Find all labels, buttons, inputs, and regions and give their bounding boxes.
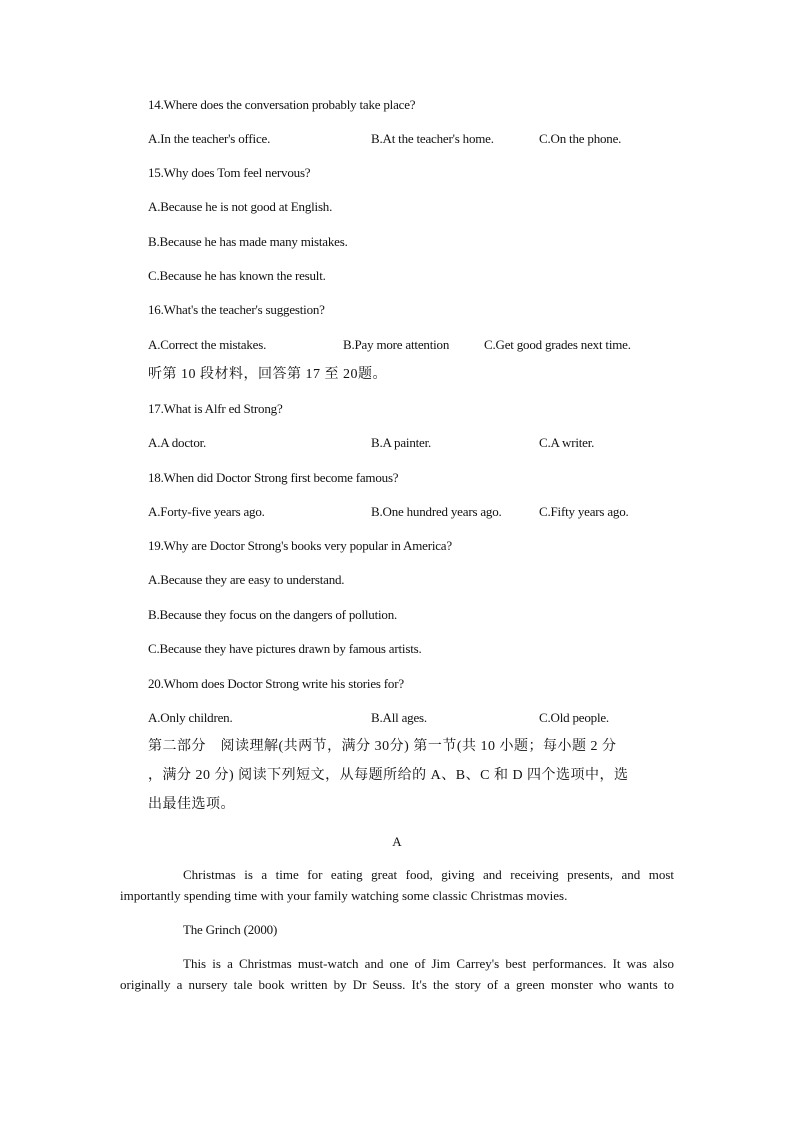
passage-intro-line2: importantly spending time with your family watching some classic Christmas movies.	[120, 888, 568, 903]
q15-option-c: C.Because he has known the result.	[148, 268, 326, 283]
q18-option-b: B.One hundred years ago.	[371, 504, 502, 519]
movie-description-line1: This is a Christmas must-watch and one of Jim Carrey's best performances. It was also	[183, 956, 674, 971]
q16-option-b: B.Pay more attention	[343, 337, 450, 352]
q18-option-c: C.Fifty years ago.	[539, 504, 629, 519]
question-20: 20.Whom does Doctor Strong write his stories for?	[148, 676, 404, 691]
part2-instruction-line3: 出最佳选项。	[148, 797, 235, 812]
part2-instruction-line2: ，满分 20 分) 阅读下列短文，从每题所给的 A、B、C 和 D 四个选项中，选	[148, 768, 629, 783]
movie-description	[120, 953, 674, 995]
q16-option-a: A.Correct the mistakes.	[148, 337, 267, 352]
q17-option-c: C.A writer.	[539, 435, 595, 450]
passage-intro-line1: Christmas is a time for eating great food, giving and receiving presents, and most	[183, 867, 674, 882]
q15-option-b: B.Because he has made many mistakes.	[148, 234, 348, 249]
q14-option-a: A.In the teacher's office.	[148, 131, 271, 146]
q16-option-c: C.Get good grades next time.	[484, 337, 631, 352]
movie-description-line2: originally a nursery tale book written by Dr Seuss. It's the story of a green monster who wants to	[120, 977, 674, 992]
movie-title: The Grinch (2000)	[183, 922, 278, 937]
q20-option-c: C.Old people.	[539, 710, 609, 725]
question-17: 17.What is Alfr ed Strong?	[148, 401, 283, 416]
question-16: 16.What's the teacher's suggestion?	[148, 302, 325, 317]
q15-option-a: A.Because he is not good at English.	[148, 199, 333, 214]
q18-option-a: A.Forty-five years ago.	[148, 504, 265, 519]
q20-option-b: B.All ages.	[371, 710, 427, 725]
part2-instruction-line1: 第二部分 阅读理解(共两节，满分 30分) 第一节(共 10 小题；每小题 2 分	[148, 739, 617, 754]
passage-heading: A	[392, 834, 402, 849]
question-14: 14.Where does the conversation probably take place?	[148, 97, 416, 112]
q20-option-a: A.Only children.	[148, 710, 233, 725]
q17-option-a: A.A doctor.	[148, 435, 207, 450]
q19-option-c: C.Because they have pictures drawn by famous artists.	[148, 641, 422, 656]
question-19: 19.Why are Doctor Strong's books very popular in America?	[148, 538, 452, 553]
q19-option-a: A.Because they are easy to understand.	[148, 572, 345, 587]
q19-option-b: B.Because they focus on the dangers of pollution.	[148, 607, 398, 622]
q17-option-b: B.A painter.	[371, 435, 432, 450]
listening-instruction: 听第 10 段材料，回答第 17 至 20题。	[148, 367, 387, 382]
passage-intro	[120, 864, 674, 906]
q14-option-b: B.At the teacher's home.	[371, 131, 494, 146]
q14-option-c: C.On the phone.	[539, 131, 622, 146]
question-15: 15.Why does Tom feel nervous?	[148, 165, 311, 180]
question-18: 18.When did Doctor Strong first become famous?	[148, 470, 399, 485]
